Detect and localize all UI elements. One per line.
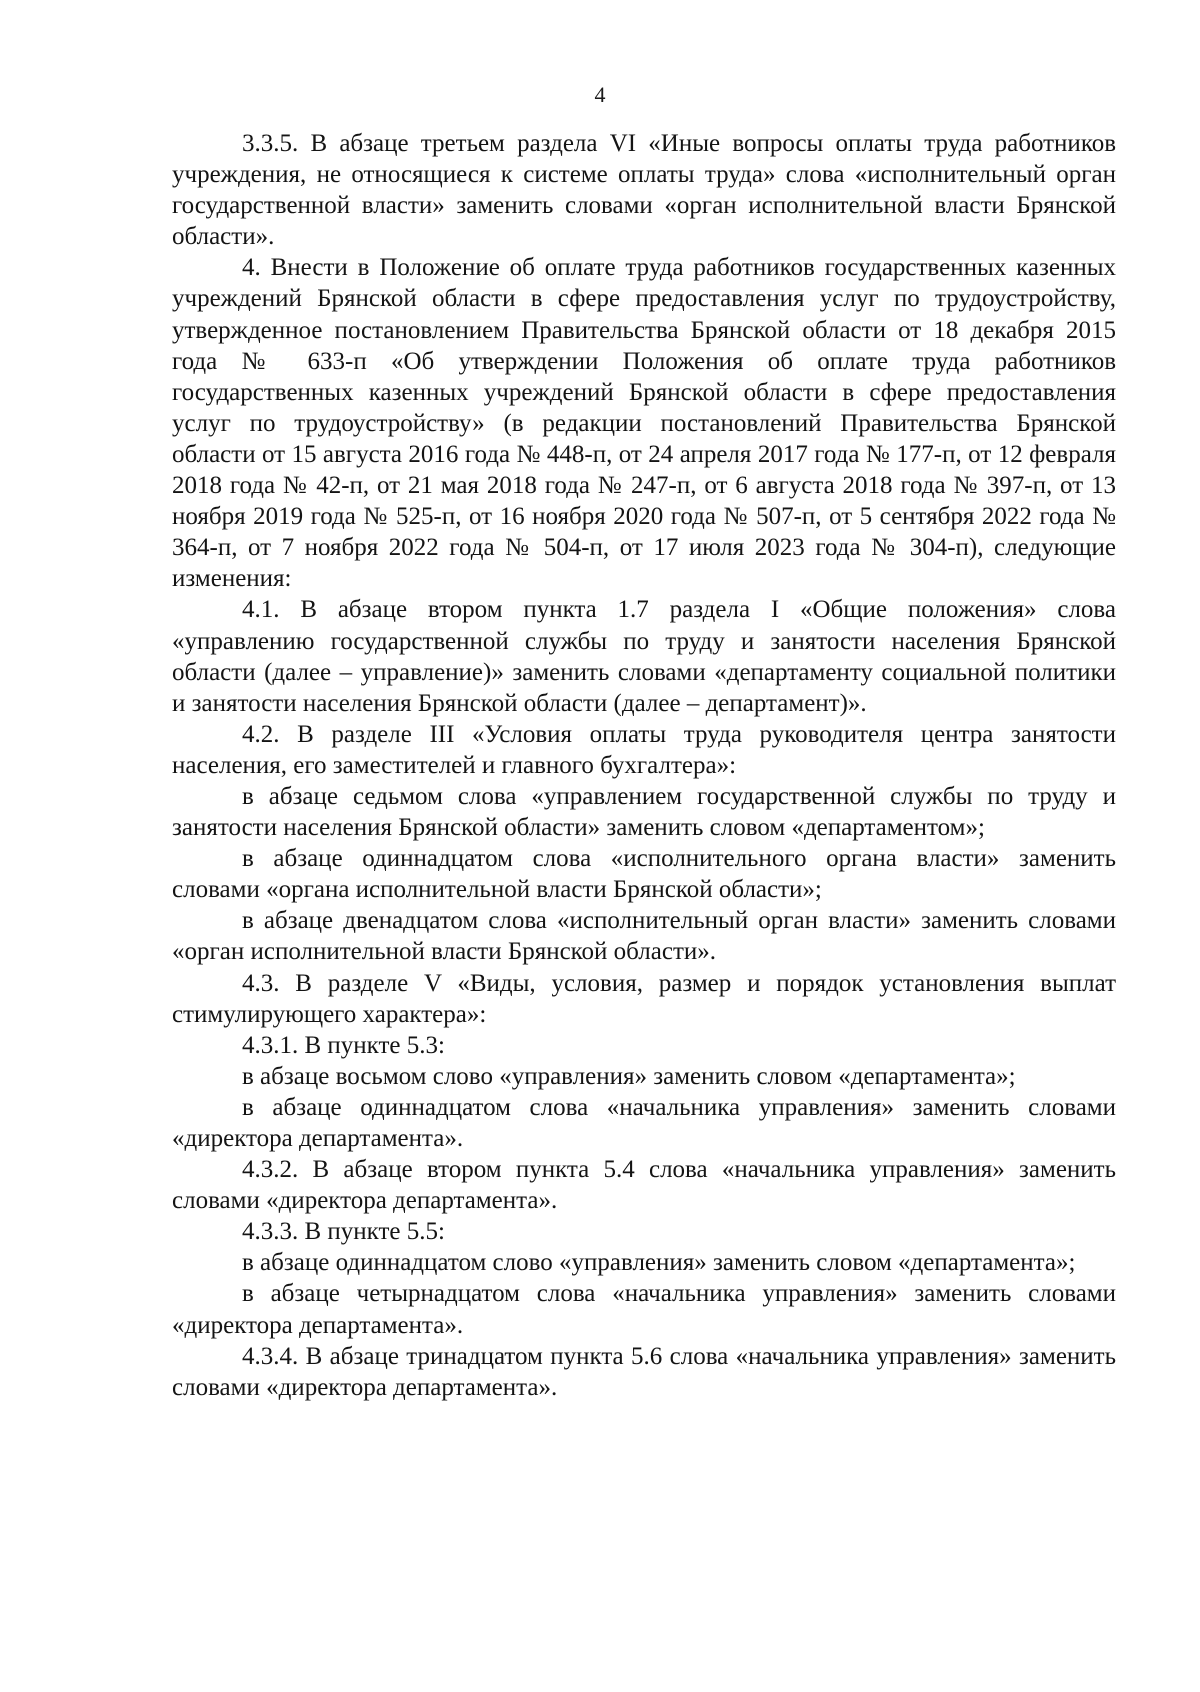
paragraph-4: 4. Внести в Положение об оплате труда работников государственных казенных учреждений Брянской области в сфере предоставления услуг по трудоустройству, утвержденное постановлением Правительства Брянской области от 18 декабря 2015 года № 633-п «Об утверждении Положения об оплате труда работников государственных казенных учреждений Брянской области в сфере предоставления услуг по трудоустройству» (в редакции постановлений Правительства Брянской области от 15 августа 2016 года № 448-п, от 24 апреля 2017 года № 177-п, от 12 февраля 2018 года № 42-п, от 21 мая 2018 года № 247-п, от 6 августа 2018 года № 397-п, от 13 ноября 2019 года № 525-п, от 16 ноября 2020 года № 507-п, от 5 сентября 2022 года № 364-п, от 7 ноября 2022 года № 504-п, от 17 июля 2023 года № 304-п), следующие изменения: (172, 254, 1116, 593)
paragraph-4-2: 4.2. В разделе III «Условия оплаты труда руководителя центра занятости населения, его заместителей и главного бухгалтера»: (172, 720, 1116, 779)
paragraph-4-3-3-a: в абзаце одиннадцатом слово «управления» заменить словом «департамента»; (242, 1249, 1076, 1277)
paragraph-4-3-4: 4.3.4. В абзаце тринадцатом пункта 5.6 слова «начальника управления» заменить словами «директора департамента». (172, 1342, 1116, 1401)
paragraph-4-2-a: в абзаце седьмом слова «управлением государственной службы по труду и занятости населения Брянской области» заменить словом «департаментом»; (172, 782, 1116, 842)
paragraph-4-3-1-a: в абзаце восьмом слово «управления» заменить словом «департамента»; (242, 1062, 1016, 1090)
paragraph-4-2-c: в абзаце двенадцатом слова «исполнительный орган власти» заменить словами «орган исполнительной власти Брянской области». (172, 907, 1116, 966)
paragraph-4-3: 4.3. В разделе V «Виды, условия, размер и порядок установления выплат стимулирующего характера»: (172, 969, 1116, 1028)
paragraph-4-3-3-b: в абзаце четырнадцатом слова «начальника управления» заменить словами «директора департамента». (172, 1280, 1116, 1339)
paragraph-4-1: 4.1. В абзаце втором пункта 1.7 раздела I «Общие положения» слова «управлению государственной службы по труду и занятости населения Брянской области (далее – управление)» заменить словами «департаменту социальной политики и занятости населения Брянской области (далее – департамент)». (172, 596, 1116, 717)
paragraph-4-3-1-b: в абзаце одиннадцатом слова «начальника управления» заменить словами «директора департамента». (172, 1093, 1116, 1152)
paragraph-3-3-5: 3.3.5. В абзаце третьем раздела VI «Иные вопросы оплаты труда работников учреждения, не относящиеся к системе оплаты труда» слова «исполнительный орган государственной власти» заменить словами «орган исполнительной власти Брянской области». (172, 130, 1116, 251)
paragraph-4-2-b: в абзаце одиннадцатом слова «исполнительного органа власти» заменить словами «органа исполнительной власти Брянской области»; (172, 845, 1116, 904)
paragraph-4-3-2: 4.3.2. В абзаце втором пункта 5.4 слова «начальника управления» заменить словами «директора департамента». (172, 1156, 1116, 1215)
page-number: 4 (594, 82, 606, 107)
paragraph-4-3-1: 4.3.1. В пункте 5.3: (242, 1031, 445, 1059)
paragraph-4-3-3: 4.3.3. В пункте 5.5: (242, 1218, 445, 1246)
document-body (172, 128, 1116, 1403)
